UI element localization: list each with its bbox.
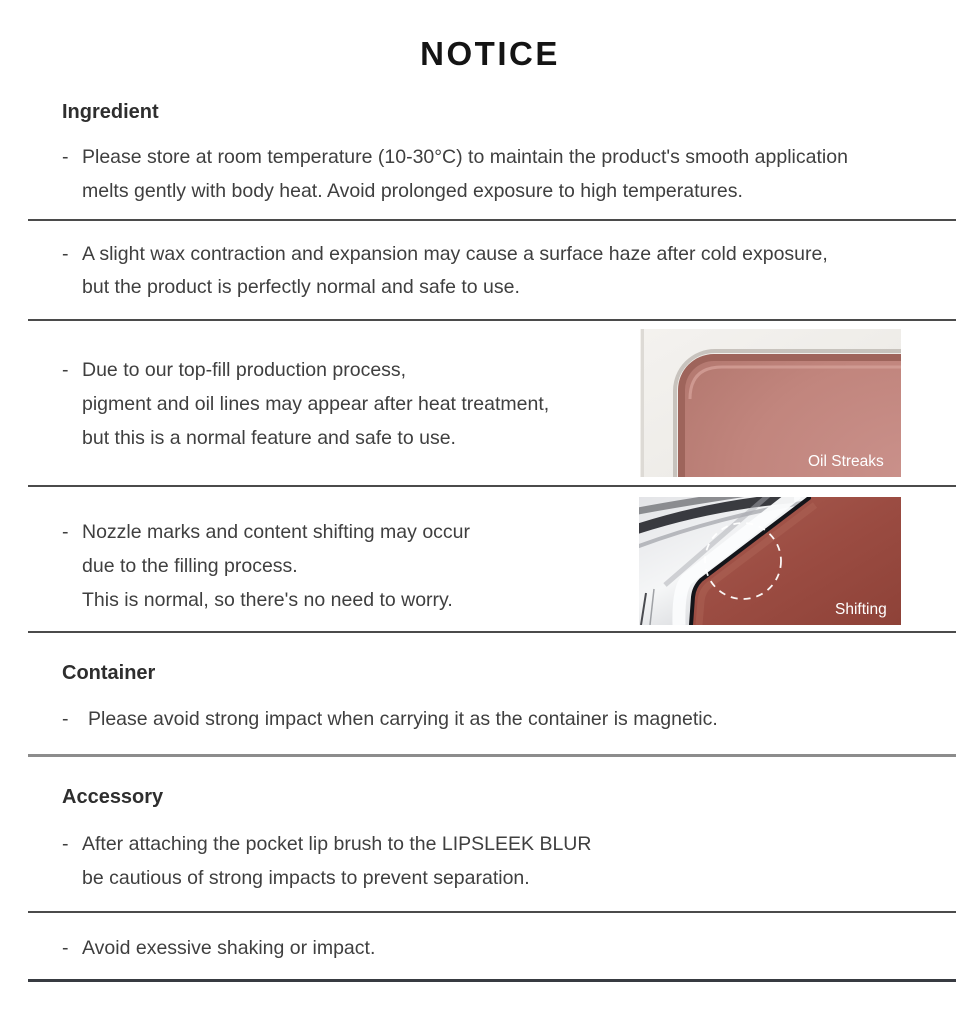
- oil-streaks-label: Oil Streaks: [808, 453, 884, 471]
- shifting-product-image: [639, 497, 901, 625]
- bullet-text: [82, 703, 980, 737]
- shifting-label: Shifting: [835, 601, 887, 619]
- bullet-line: Due to our top-fill production process,: [82, 359, 407, 382]
- divider-bottom: [28, 979, 956, 982]
- divider: [28, 631, 956, 633]
- bullet-line: but this is a normal feature and safe to use.: [82, 426, 456, 449]
- oil-streaks-product-image: [640, 329, 901, 477]
- container-bullet-1: [62, 703, 980, 737]
- ingredient-bullet-3: [62, 329, 549, 455]
- divider: [28, 219, 956, 221]
- bullet-line: melts gently with body heat. Avoid prolonged exposure to high temperatures.: [82, 179, 743, 202]
- bullet-text: [82, 828, 980, 896]
- bullet-dash: -: [62, 146, 69, 168]
- bullet-text: [82, 354, 549, 455]
- bullet-line: Nozzle marks and content shifting may occur: [82, 521, 471, 544]
- bullet-text: [82, 516, 470, 617]
- ingredient-bullet-4: [62, 497, 470, 617]
- section-heading-container: Container: [62, 662, 156, 685]
- bullet-dash: -: [62, 521, 69, 544]
- divider-thick: [28, 754, 956, 757]
- section-heading-accessory: Accessory: [62, 785, 164, 808]
- bullet-line: This is normal, so there's no need to worry.: [82, 588, 453, 611]
- bullet-line: A slight wax contraction and expansion may cause a surface haze after cold exposure,: [82, 242, 828, 265]
- bullet-dash: -: [62, 936, 69, 959]
- accessory-bullet-2: [62, 932, 980, 966]
- bullet-line: Please store at room temperature (10-30°C) to maintain the product's smooth application: [82, 146, 848, 168]
- bullet-dash: -: [62, 359, 69, 382]
- ingredient-bullet-2: [62, 238, 980, 306]
- accessory-bullet-1: [62, 828, 980, 896]
- bullet-line: After attaching the pocket lip brush to the LIPSLEEK BLUR: [82, 832, 592, 855]
- ingredient-section-oil-streaks: [0, 321, 980, 485]
- page-title: NOTICE: [420, 35, 560, 72]
- divider: [28, 911, 956, 913]
- bullet-dash: -: [62, 708, 69, 731]
- frame-edge: [641, 329, 644, 477]
- section-heading-ingredient: Ingredient: [62, 101, 159, 123]
- bullet-line: Please avoid strong impact when carrying it as the container is magnetic.: [88, 708, 718, 731]
- bullet-line: be cautious of strong impacts to prevent separation.: [82, 866, 530, 889]
- bullet-line: Avoid exessive shaking or impact.: [82, 936, 376, 959]
- bullet-dash: -: [62, 242, 69, 265]
- bullet-text: [82, 238, 980, 306]
- bullet-line: pigment and oil lines may appear after heat treatment,: [82, 392, 550, 415]
- bullet-dash: -: [62, 832, 69, 855]
- bullet-text: [82, 141, 980, 209]
- bullet-line: due to the filling process.: [82, 554, 298, 577]
- ingredient-section-shifting: [0, 487, 980, 631]
- bullet-text: [82, 932, 980, 966]
- ingredient-bullet-1: [62, 141, 980, 209]
- bullet-line: but the product is perfectly normal and safe to use.: [82, 276, 520, 299]
